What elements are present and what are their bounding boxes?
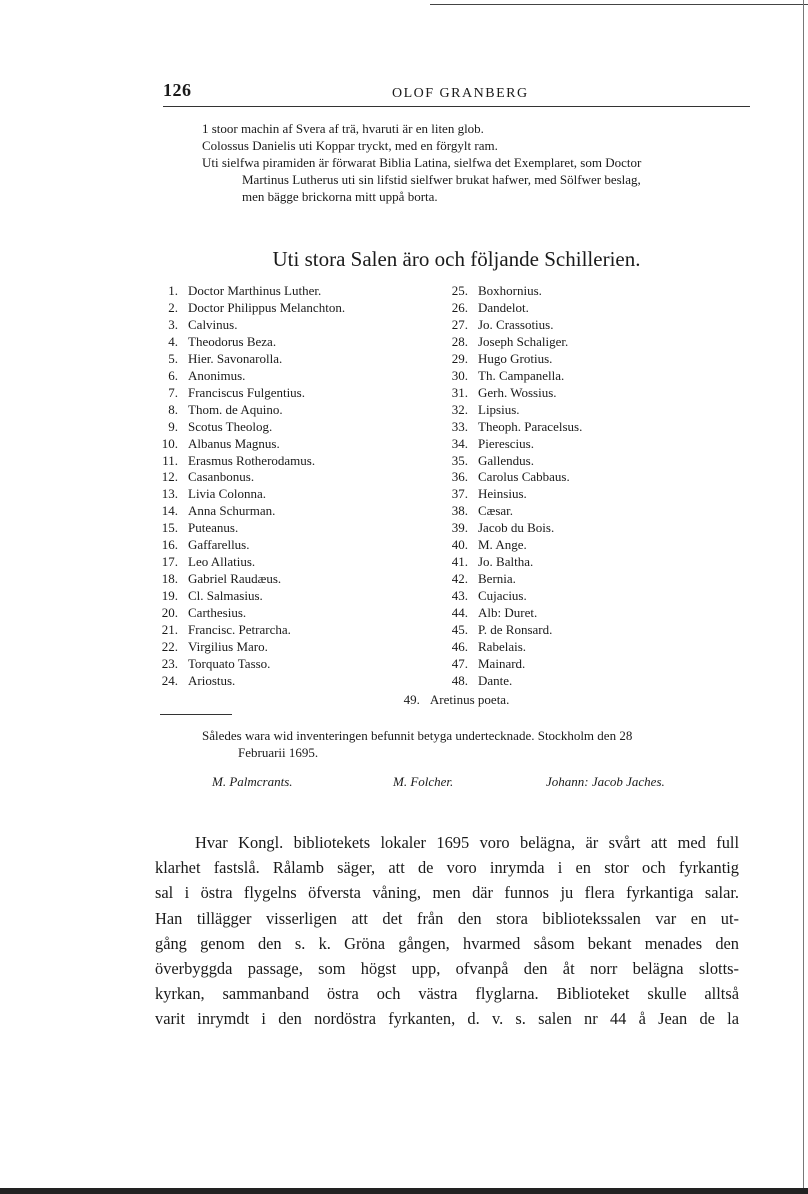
portrait-item: [150, 453, 440, 470]
body-line: gång genom den s. k. Gröna gången, hvarmed såsom bekant menades den: [155, 933, 739, 953]
portrait-item: [440, 385, 740, 402]
portrait-name: Gabriel Raudæus.: [188, 571, 282, 587]
portrait-number: 18.: [161, 571, 178, 587]
portrait-item: [440, 537, 740, 554]
portrait-item: [440, 436, 740, 453]
portrait-item: [440, 639, 740, 656]
portrait-item: [150, 283, 440, 300]
portrait-number: 6.: [168, 367, 178, 383]
portrait-name: Lipsius.: [478, 401, 520, 417]
portrait-name: Anonimus.: [188, 367, 246, 383]
portrait-name: Th. Campanella.: [478, 367, 565, 383]
portrait-number: 7.: [168, 384, 178, 400]
portrait-number: 35.: [451, 452, 468, 468]
portrait-name: Ariostus.: [188, 672, 236, 688]
portrait-number: 40.: [451, 537, 468, 553]
page-number: 126: [163, 80, 192, 100]
portrait-item: [440, 571, 740, 588]
portrait-number: 41.: [451, 554, 468, 570]
portrait-item: [150, 656, 440, 673]
portrait-item: [150, 317, 440, 334]
portrait-name: Cujacius.: [478, 588, 527, 604]
portrait-name: Boxhornius.: [478, 283, 542, 298]
portrait-number: 28.: [451, 333, 468, 349]
portrait-item: [150, 334, 440, 351]
portrait-item: [440, 283, 740, 300]
signature-folcher: M. Folcher.: [393, 774, 454, 789]
portrait-item: [150, 419, 440, 436]
closing-statement: [202, 727, 750, 761]
portrait-number: 8.: [168, 401, 178, 417]
inventory-line: Colossus Danielis uti Koppar tryckt, med en förgylt ram.: [202, 138, 498, 153]
portrait-number: 43.: [451, 588, 468, 604]
body-line: klarhet fastslå. Rålamb säger, att de voro inrymda i en stor och fyrkantig: [155, 858, 739, 878]
portrait-name: Carthesius.: [188, 605, 247, 621]
scan-right-edge-line: [803, 0, 804, 1194]
body-paragraph: [155, 830, 739, 1032]
portrait-item: [150, 469, 440, 486]
portrait-number: 37.: [451, 486, 468, 502]
portrait-number: 27.: [451, 316, 468, 332]
portrait-name: Theodorus Beza.: [188, 333, 277, 349]
closing-line: Februarii 1695.: [238, 745, 319, 760]
portrait-name: P. de Ronsard.: [478, 622, 553, 638]
portrait-number: 14.: [161, 503, 178, 519]
portrait-name: Jo. Baltha.: [478, 554, 534, 570]
scan-top-edge-line: [430, 4, 808, 5]
portrait-item: [440, 622, 740, 639]
portrait-number: 36.: [451, 469, 468, 485]
portrait-number: 3.: [168, 316, 178, 332]
portrait-name: Pierescius.: [478, 435, 534, 451]
portrait-item: [440, 317, 740, 334]
body-line: kyrkan, sammanband östra och västra flyglarna. Biblioteket skulle alltså: [155, 984, 739, 1004]
portrait-number: 25.: [451, 283, 468, 298]
portrait-item: [150, 436, 440, 453]
portrait-name: Hier. Savonarolla.: [188, 350, 283, 366]
scan-bottom-edge-bar: [0, 1188, 808, 1194]
signature-palmcrants: M. Palmcrants.: [212, 774, 293, 789]
portrait-number: 30.: [451, 367, 468, 383]
portrait-name: Livia Colonna.: [188, 486, 266, 502]
portrait-number: 9.: [168, 418, 178, 434]
portrait-number: 48.: [451, 672, 468, 688]
portrait-number: 44.: [451, 605, 468, 621]
portrait-item: [150, 486, 440, 503]
inventory-line: 1 stoor machin af Svera af trä, hvaruti är en liten glob.: [202, 121, 484, 136]
header-rule: [163, 106, 750, 107]
portrait-item: [440, 503, 740, 520]
portrait-number: 17.: [161, 554, 178, 570]
portrait-number: 11.: [162, 452, 178, 468]
portrait-number: 42.: [451, 571, 468, 587]
portrait-item: [150, 622, 440, 639]
portrait-name: Dandelot.: [478, 299, 529, 315]
portrait-name: Theoph. Paracelsus.: [478, 418, 583, 434]
portrait-item: [440, 334, 740, 351]
portrait-number: 19.: [161, 588, 178, 604]
inventory-line: men bägge brickorna mitt uppå borta.: [242, 189, 438, 204]
portrait-name: Franciscus Fulgentius.: [188, 384, 305, 400]
portrait-number: 45.: [451, 622, 468, 638]
portrait-item: [150, 554, 440, 571]
portrait-item: [440, 453, 740, 470]
portrait-number: 10.: [161, 435, 178, 451]
portrait-item: [440, 588, 740, 605]
portrait-name: Calvinus.: [188, 316, 238, 332]
portrait-name: Mainard.: [478, 655, 526, 671]
portrait-name: Leo Allatius.: [188, 554, 256, 570]
portrait-number: 38.: [451, 503, 468, 519]
portrait-number: 39.: [451, 520, 468, 536]
portrait-item: [150, 503, 440, 520]
portrait-name: Heinsius.: [478, 486, 527, 502]
section-divider: [160, 714, 232, 715]
portrait-number: 31.: [451, 384, 468, 400]
portrait-item: [440, 486, 740, 503]
portrait-item: [440, 673, 740, 690]
portrait-number: 29.: [451, 350, 468, 366]
portrait-number: 24.: [161, 672, 178, 688]
portrait-number: 12.: [161, 469, 178, 485]
portrait-item: [150, 368, 440, 385]
portrait-name: M. Ange.: [478, 537, 527, 553]
portrait-name: Dante.: [478, 672, 513, 688]
portrait-number: 4.: [168, 333, 178, 349]
portrait-item: [440, 402, 740, 419]
portrait-number: 1.: [168, 283, 178, 298]
portrait-item: [440, 351, 740, 368]
portrait-item: [150, 351, 440, 368]
portrait-item: [150, 605, 440, 622]
portrait-item: [150, 402, 440, 419]
portrait-item: [150, 385, 440, 402]
portrait-number: 47.: [451, 655, 468, 671]
portrait-name: Cl. Salmasius.: [188, 588, 263, 604]
portrait-item: [150, 520, 440, 537]
section-heading: Uti stora Salen äro och följande Schillerien.: [272, 247, 641, 271]
portrait-number: 32.: [451, 401, 468, 417]
portrait-item: [440, 554, 740, 571]
inventory-line: Uti sielfwa piramiden är förwarat Biblia Latina, sielfwa det Exemplaret, som Doctor: [202, 155, 642, 170]
portrait-item-final: [163, 692, 750, 708]
portrait-item: [150, 588, 440, 605]
portrait-item: [440, 368, 740, 385]
portrait-name: Jacob du Bois.: [478, 520, 555, 536]
portrait-number: 16.: [161, 537, 178, 553]
portrait-name: Cæsar.: [478, 503, 514, 519]
portrait-item: [440, 656, 740, 673]
portrait-name: Scotus Theolog.: [188, 418, 273, 434]
portrait-name: Rabelais.: [478, 639, 527, 655]
portrait-number: 26.: [451, 299, 468, 315]
body-line: Hvar Kongl. bibliotekets lokaler 1695 voro belägna, är svårt att med full: [195, 833, 739, 852]
closing-line: Således wara wid inventeringen befunnit betyga undertecknade. Stockholm den 28: [202, 728, 633, 743]
body-line: sal i östra flygelns öfversta våning, men där funnos ju flera fyrkantiga salar.: [155, 883, 739, 903]
portrait-name: Hugo Grotius.: [478, 350, 553, 366]
running-head: OLOF GRANBERG: [392, 86, 529, 101]
portrait-name: Thom. de Aquino.: [188, 401, 283, 417]
portrait-item: [440, 520, 740, 537]
portrait-name: Anna Schurman.: [188, 503, 276, 519]
portrait-item: [150, 571, 440, 588]
portrait-name: Gaffarellus.: [188, 537, 250, 553]
portrait-name: Gerh. Wossius.: [478, 384, 557, 400]
portrait-name: Gallendus.: [478, 452, 534, 468]
portrait-list-left: [150, 283, 440, 690]
portrait-item: [150, 673, 440, 690]
portrait-number: 2.: [168, 299, 178, 315]
portrait-item: [150, 300, 440, 317]
portrait-number: 21.: [161, 622, 178, 638]
signature-jaches: Johann: Jacob Jaches.: [546, 774, 665, 789]
portrait-number: 23.: [161, 655, 178, 671]
portrait-name: Albanus Magnus.: [188, 435, 280, 451]
portrait-number: 34.: [451, 435, 468, 451]
portrait-name: Alb: Duret.: [478, 605, 538, 621]
portrait-name: Doctor Marthinus Luther.: [188, 283, 322, 298]
portrait-name: Jo. Crassotius.: [478, 316, 554, 332]
portrait-number: 46.: [451, 639, 468, 655]
portrait-name: Bernia.: [478, 571, 516, 587]
portrait-item: [150, 639, 440, 656]
portrait-name: Doctor Philippus Melanchton.: [188, 299, 346, 315]
portrait-number: 13.: [161, 486, 178, 502]
portrait-number: 15.: [161, 520, 178, 536]
portrait-item: [440, 469, 740, 486]
portrait-name: Puteanus.: [188, 520, 239, 536]
portrait-name: Joseph Schaliger.: [478, 333, 569, 349]
body-line: överbyggda passage, som högst upp, ofvanpå den åt norr belägna slotts-: [155, 959, 739, 979]
portrait-item: [440, 605, 740, 622]
body-line: varit inrymdt i den nordöstra fyrkanten, d. v. s. salen nr 44 å Jean de la: [155, 1009, 739, 1029]
portrait-item: [440, 300, 740, 317]
inventory-items: [202, 120, 752, 205]
portrait-number: 5.: [168, 350, 178, 366]
portrait-number: 33.: [451, 418, 468, 434]
portrait-name: Aretinus poeta.: [429, 692, 510, 707]
portrait-name: Francisc. Petrarcha.: [188, 622, 291, 638]
portrait-number: 49.: [403, 692, 420, 707]
body-line: Han tillägger visserligen att det från den stora bibliotekssalen var en ut-: [155, 908, 739, 928]
portrait-name: Carolus Cabbaus.: [478, 469, 570, 485]
portrait-name: Casanbonus.: [188, 469, 255, 485]
portrait-name: Torquato Tasso.: [188, 655, 271, 671]
portrait-list-right: [440, 283, 740, 690]
portrait-item: [440, 419, 740, 436]
portrait-name: Erasmus Rotherodamus.: [188, 452, 316, 468]
portrait-name: Virgilius Maro.: [188, 639, 268, 655]
portrait-number: 22.: [161, 639, 178, 655]
portrait-item: [150, 537, 440, 554]
portrait-number: 20.: [161, 605, 178, 621]
inventory-line: Martinus Lutherus uti sin lifstid sielfwer brukat hafwer, med Sölfwer beslag,: [242, 172, 641, 187]
